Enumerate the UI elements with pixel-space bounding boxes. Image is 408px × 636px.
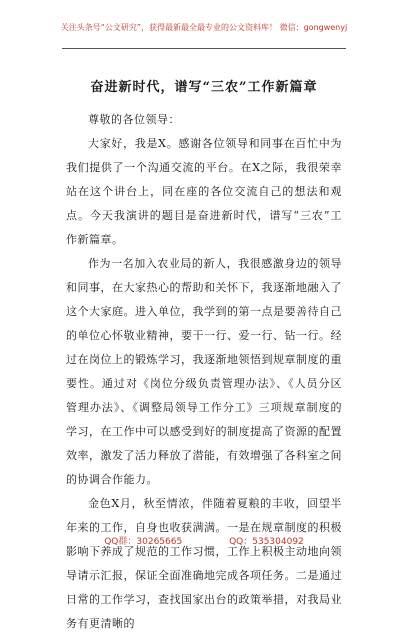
footer [0,534,408,547]
header-notice: 关注头条号“公文研究”，获得最新最全最专业的公文资料库！ 微信：gongwenyj [60,23,348,32]
footer-qq-group: QQ群：30265665 [104,537,183,547]
paragraph: 作为一名加入农业局的新人，我很感激身边的领导和同事，在大家热心的帮助和关怀下，我逐渐地融入了这个大家庭。进入单位，我学到的第一点是要善待自己的单位心怀敬业精神，要干一行、爱一行、钻一行。经过在岗位上的锻炼学习，我逐渐地领悟到规章制度的重要性。通过对《岗位分级负责管理办法》、《人员分区管理办法》、《调整局领导工作分工》三项规章制度的学习，在工作中可以感受到好的制度提高了资源的配置效率，激发了活力释放了潜能，有效增强了各科室之间的协调合作能力。 [66,257,342,486]
header-divider [62,48,346,49]
paragraph: 金色X月，秋至情浓，伴随着夏粮的丰收，回望半年来的工作，自身也收获满满。一是在规章制度的积极影响下养成了规范的工作习惯，工作上积极主动地向领导请示汇报，保证全面准确地完成各项任务。二是通过日常的工作学习，查找国家出台的政策举措，对我局业务有更清晰的 [66,497,342,630]
document-title: 奋进新时代，谱写“三农”工作新篇章 [90,80,318,95]
greeting: 尊敬的各位领导： [88,113,180,126]
paragraph: 大家好，我是X。感谢各位领导和同事在百忙中为我们提供了一个沟通交流的平台。在X之际，我很荣幸站在这个讲台上，同在座的各位交流自己的想法和观点。今天我演讲的题目是奋进新时代，谱写“三农”工作新篇章。 [66,137,342,246]
footer-qq: QQ：535304092 [229,537,304,547]
document-body [66,108,342,636]
